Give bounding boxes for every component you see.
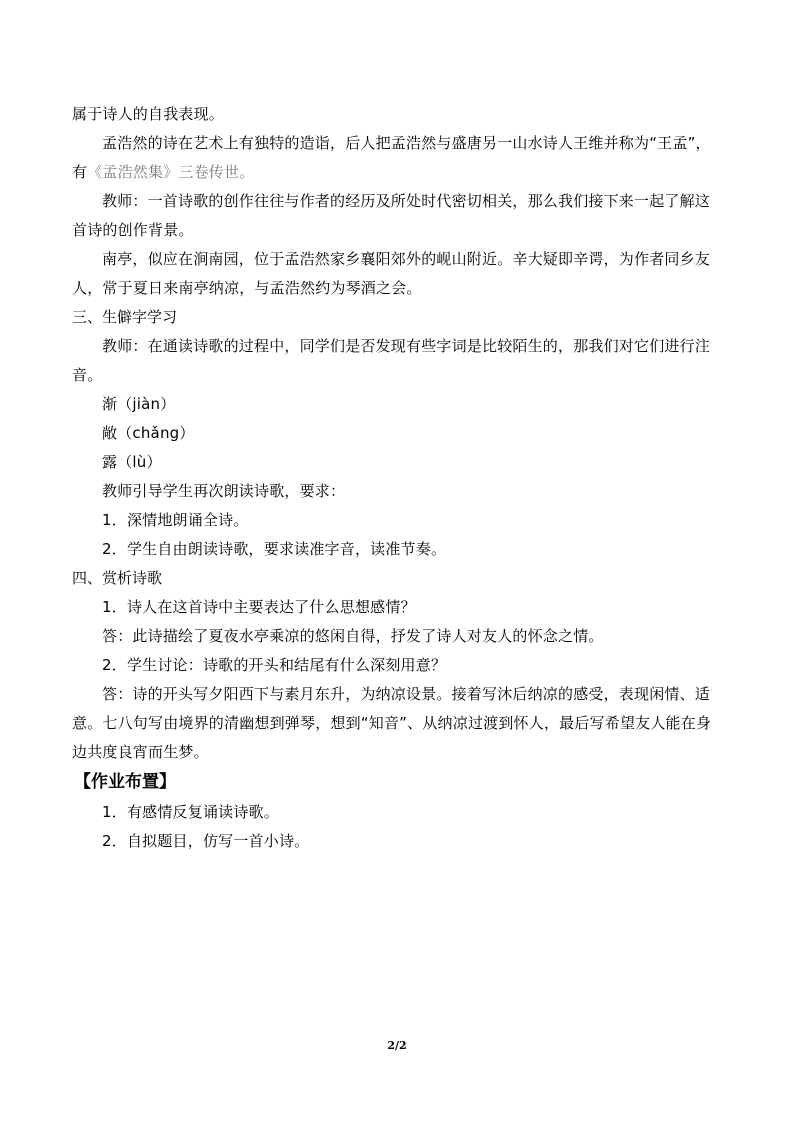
homework-item-2: 2．自拟题目，仿写一首小诗。 — [102, 832, 310, 850]
char-pinyin-lu: 露（lù） — [102, 453, 162, 471]
paragraph-meng-haoran-art — [72, 129, 722, 187]
paragraph-teacher-guide: 教师引导学生再次朗读诗歌，要求： — [102, 482, 346, 500]
answer-2: 答：诗的开头写夕阳西下与素月东升，为纳凉设景。接着写沐后纳凉的感受，表现闲情、适意。七八句写由境界的清幽想到弹琴，想到“知音”、从纳凉过渡到怀人，最后写希望友人能在身边共度良宵而生梦。 — [72, 685, 712, 761]
paragraph-teacher-phonetics: 教师：在通读诗歌的过程中，同学们是否发现有些字词是比较陌生的，那我们对它们进行注音。 — [72, 337, 711, 384]
list-item-recite: 1．深情地朗诵全诗。 — [102, 511, 249, 529]
paragraph-nanting: 南亭，似应在涧南园，位于孟浩然家乡襄阳郊外的岘山附近。辛大疑即辛谔，为作者同乡友人，常于夏日来南亭纳凉，与孟浩然约为琴酒之会。 — [72, 250, 711, 297]
paragraph-meng-haoran-art-text: 孟浩然的诗在艺术上有独特的造诣，后人把孟浩然与盛唐另一山水诗人王维并称为“王孟”，有 — [72, 134, 711, 181]
char-pinyin-chang: 敞（chǎng） — [102, 424, 195, 442]
section-heading-rare-characters: 三、生僻字学习 — [72, 308, 178, 326]
page-number: 2/2 — [387, 1039, 407, 1052]
homework-heading: 【作业布置】 — [74, 772, 176, 792]
question-2: 2．学生讨论：诗歌的开头和结尾有什么深刻用意？ — [102, 656, 447, 674]
paragraph-teacher-background: 教师：一首诗歌的创作往往与作者的经历及所处时代密切相关，那么我们接下来一起了解这首诗的创作背景。 — [72, 192, 711, 239]
question-1: 1．诗人在这首诗中主要表达了什么思想感情？ — [102, 598, 416, 616]
book-title-reference: 《孟浩然集》三卷传世。 — [87, 163, 255, 181]
paragraph-continuation: 属于诗人的自我表现。 — [72, 105, 225, 123]
list-item-free-reading: 2．学生自由朗读诗歌，要求读准字音，读准节奏。 — [102, 540, 447, 558]
char-pinyin-jian: 渐（jiàn） — [102, 395, 176, 413]
answer-1: 答：此诗描绘了夏夜水亭乘凉的悠闲自得，抒发了诗人对友人的怀念之情。 — [102, 627, 604, 645]
section-heading-appreciation: 四、赏析诗歌 — [72, 569, 163, 587]
document-body — [72, 100, 722, 856]
homework-item-1: 1．有感情反复诵读诗歌。 — [102, 803, 279, 821]
